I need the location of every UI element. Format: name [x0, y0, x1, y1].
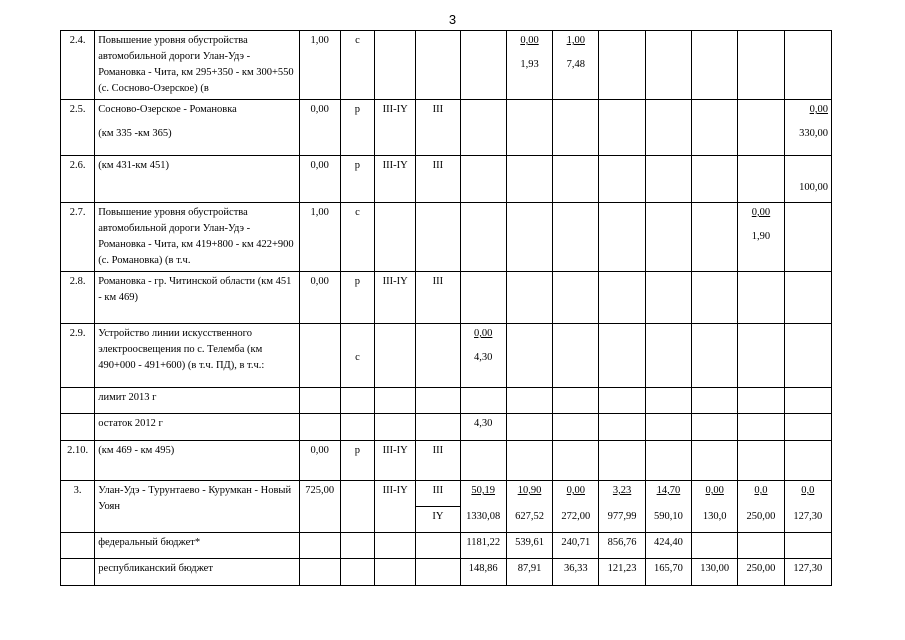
object-name: (км 469 - км 495) [95, 441, 299, 481]
category-2: III [416, 481, 460, 507]
category-2: IY [416, 507, 460, 533]
category: III-IY [375, 272, 416, 324]
value-cell: 4,30 [460, 414, 506, 441]
work-type: с [340, 31, 374, 100]
category: III-IY [375, 100, 416, 156]
work-type: р [340, 100, 374, 156]
object-name: федеральный бюджет* [95, 533, 299, 559]
row-number: 2.5. [61, 100, 95, 156]
object-name: лимит 2013 г [95, 388, 299, 414]
category: III-IY [375, 156, 416, 203]
value-cell: 977,99 [599, 507, 645, 533]
value-cell: 0,00 [692, 481, 738, 507]
length: 0,00 [299, 441, 340, 481]
value-cell: 0,0 [784, 481, 831, 507]
value-cell: 1181,22 [460, 533, 506, 559]
value-cell: 14,70 [645, 481, 691, 507]
value-cell: 1330,08 [460, 507, 506, 533]
work-type: с [340, 203, 374, 272]
category-2: III [416, 441, 460, 481]
table-row [61, 156, 832, 203]
row-number: 2.7. [61, 203, 95, 272]
value-cell: 130,0 [692, 507, 738, 533]
value-cell: 539,61 [506, 533, 552, 559]
value-cell: 36,33 [553, 559, 599, 586]
value-cell: 121,23 [599, 559, 645, 586]
row-number: 2.10. [61, 441, 95, 481]
value-cell: 627,52 [506, 507, 552, 533]
table-row [61, 31, 832, 100]
row-number: 2.6. [61, 156, 95, 203]
value-cell: 0,00 1,90 [738, 203, 784, 272]
value-cell: 250,00 [738, 507, 784, 533]
work-type: р [340, 156, 374, 203]
value-cell: 1,00 7,48 [553, 31, 599, 100]
row-number: 2.9. [61, 324, 95, 388]
object-name: республиканский бюджет [95, 559, 299, 586]
value-cell: 87,91 [506, 559, 552, 586]
category-2: III [416, 156, 460, 203]
object-name: Улан-Удэ - Турунтаево - Курумкан - Новый Уоян [95, 481, 299, 533]
category-2: III [416, 272, 460, 324]
table-row [61, 203, 832, 272]
table-row [61, 324, 832, 388]
work-type: р [340, 272, 374, 324]
value-cell: 272,00 [553, 507, 599, 533]
value-cell: 250,00 [738, 559, 784, 586]
work-type: с [340, 324, 374, 388]
value-cell: 856,76 [599, 533, 645, 559]
category-2: III [416, 100, 460, 156]
budget-table [60, 30, 832, 586]
object-name: Повышение уровня обустройства автомобильной дороги Улан-Удэ - Романовка - Чита, км 295+350 - км 300+550 (с. Сосново-Озерское) (в [95, 31, 299, 100]
row-number: 2.4. [61, 31, 95, 100]
category: III-IY [375, 441, 416, 481]
value-cell: 0,00 [553, 481, 599, 507]
value-cell: 0,00 4,30 [460, 324, 506, 388]
page-number: 3 [448, 12, 457, 27]
row-number: 2.8. [61, 272, 95, 324]
table-row [61, 441, 832, 481]
row-number: 3. [61, 481, 95, 533]
value-cell: 10,90 [506, 481, 552, 507]
object-name: Сосново-Озерское - Романовка (км 335 -км 365) [95, 100, 299, 156]
table-row [61, 100, 832, 156]
length: 725,00 [299, 481, 340, 533]
object-name: Романовка - гр. Читинской области (км 451 - км 469) [95, 272, 299, 324]
table-row [61, 559, 832, 586]
table-row [61, 533, 832, 559]
value-cell: 240,71 [553, 533, 599, 559]
value-cell: 3,23 [599, 481, 645, 507]
object-name: Повышение уровня обустройства автомобильной дороги Улан-Удэ - Романовка - Чита, км 419+800 - км 422+900 (с. Романовка) (в т.ч. [95, 203, 299, 272]
value-cell: 127,30 [784, 507, 831, 533]
value-cell: 130,00 [692, 559, 738, 586]
length: 0,00 [299, 100, 340, 156]
value-cell: 50,19 [460, 481, 506, 507]
length: 0,00 [299, 156, 340, 203]
value-cell: 165,70 [645, 559, 691, 586]
value-cell: 424,40 [645, 533, 691, 559]
value-cell: 0,00 1,93 [506, 31, 552, 100]
object-name: Устройство линии искусственного электроосвещения по с. Телемба (км 490+000 - 491+600) (в т.ч. ПД), в т.ч.: [95, 324, 299, 388]
value-cell: 0,0 [738, 481, 784, 507]
table-row [61, 388, 832, 414]
table-row [61, 272, 832, 324]
value-cell: 100,00 [784, 156, 831, 203]
length: 1,00 [299, 203, 340, 272]
value-cell: 148,86 [460, 559, 506, 586]
value-cell: 0,00 330,00 [784, 100, 831, 156]
value-cell: 127,30 [784, 559, 831, 586]
work-type: р [340, 441, 374, 481]
length: 0,00 [299, 272, 340, 324]
object-name: остаток 2012 г [95, 414, 299, 441]
length: 1,00 [299, 31, 340, 100]
object-name: (км 431-км 451) [95, 156, 299, 203]
table-row [61, 481, 832, 507]
category: III-IY [375, 481, 416, 533]
value-cell: 590,10 [645, 507, 691, 533]
table-row [61, 414, 832, 441]
